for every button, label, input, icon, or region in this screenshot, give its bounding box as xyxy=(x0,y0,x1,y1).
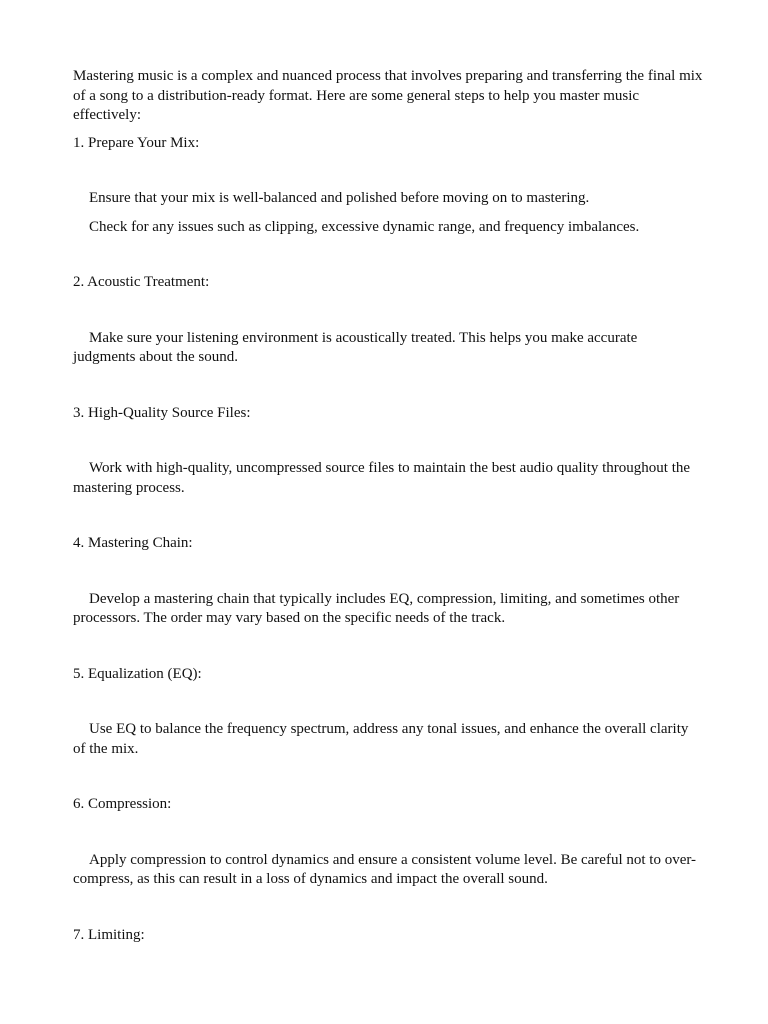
section-heading: 7. Limiting: xyxy=(73,926,145,943)
section-heading: 3. High-Quality Source Files: xyxy=(73,404,251,421)
section-heading: 6. Compression: xyxy=(73,796,172,812)
section-equalization xyxy=(73,665,703,796)
intro-paragraph: Mastering music is a complex and nuanced process that involves preparing and transferring the final mix of a song to a distribution-ready format. Here are some general steps to help you master music effectively: xyxy=(73,68,703,123)
document-page xyxy=(73,67,703,945)
section-paragraph: Ensure that your mix is well-balanced and polished before moving on to mastering. xyxy=(89,190,590,206)
section-paragraph: Use EQ to balance the frequency spectrum, address any tonal issues, and enhance the overall clarity of the mix. xyxy=(73,721,689,757)
section-paragraph: Make sure your listening environment is acoustically treated. This helps you make accurate judgments about the sound. xyxy=(73,329,638,365)
section-heading: 5. Equalization (EQ): xyxy=(73,665,202,682)
section-paragraph: Work with high-quality, uncompressed source files to maintain the best audio quality throughout the mastering process. xyxy=(73,460,691,496)
section-paragraph: Check for any issues such as clipping, excessive dynamic range, and frequency imbalances. xyxy=(89,218,640,235)
section-paragraph: Apply compression to control dynamics and ensure a consistent volume level. Be careful not to over-compress, as this can result in a loss of dynamics and impact the overall sound. xyxy=(73,851,697,887)
section-prepare-your-mix xyxy=(73,134,703,274)
section-high-quality-source-files xyxy=(73,404,703,535)
section-heading: 4. Mastering Chain: xyxy=(73,535,193,551)
section-heading: 1. Prepare Your Mix: xyxy=(73,134,200,151)
section-acoustic-treatment xyxy=(73,273,703,404)
section-heading: 2. Acoustic Treatment: xyxy=(73,274,210,290)
section-mastering-chain xyxy=(73,534,703,665)
section-paragraph: Develop a mastering chain that typically includes EQ, compression, limiting, and sometimes other processors. The order may vary based on the specific needs of the track. xyxy=(73,590,680,626)
section-compression xyxy=(73,795,703,926)
section-limiting xyxy=(73,926,703,946)
